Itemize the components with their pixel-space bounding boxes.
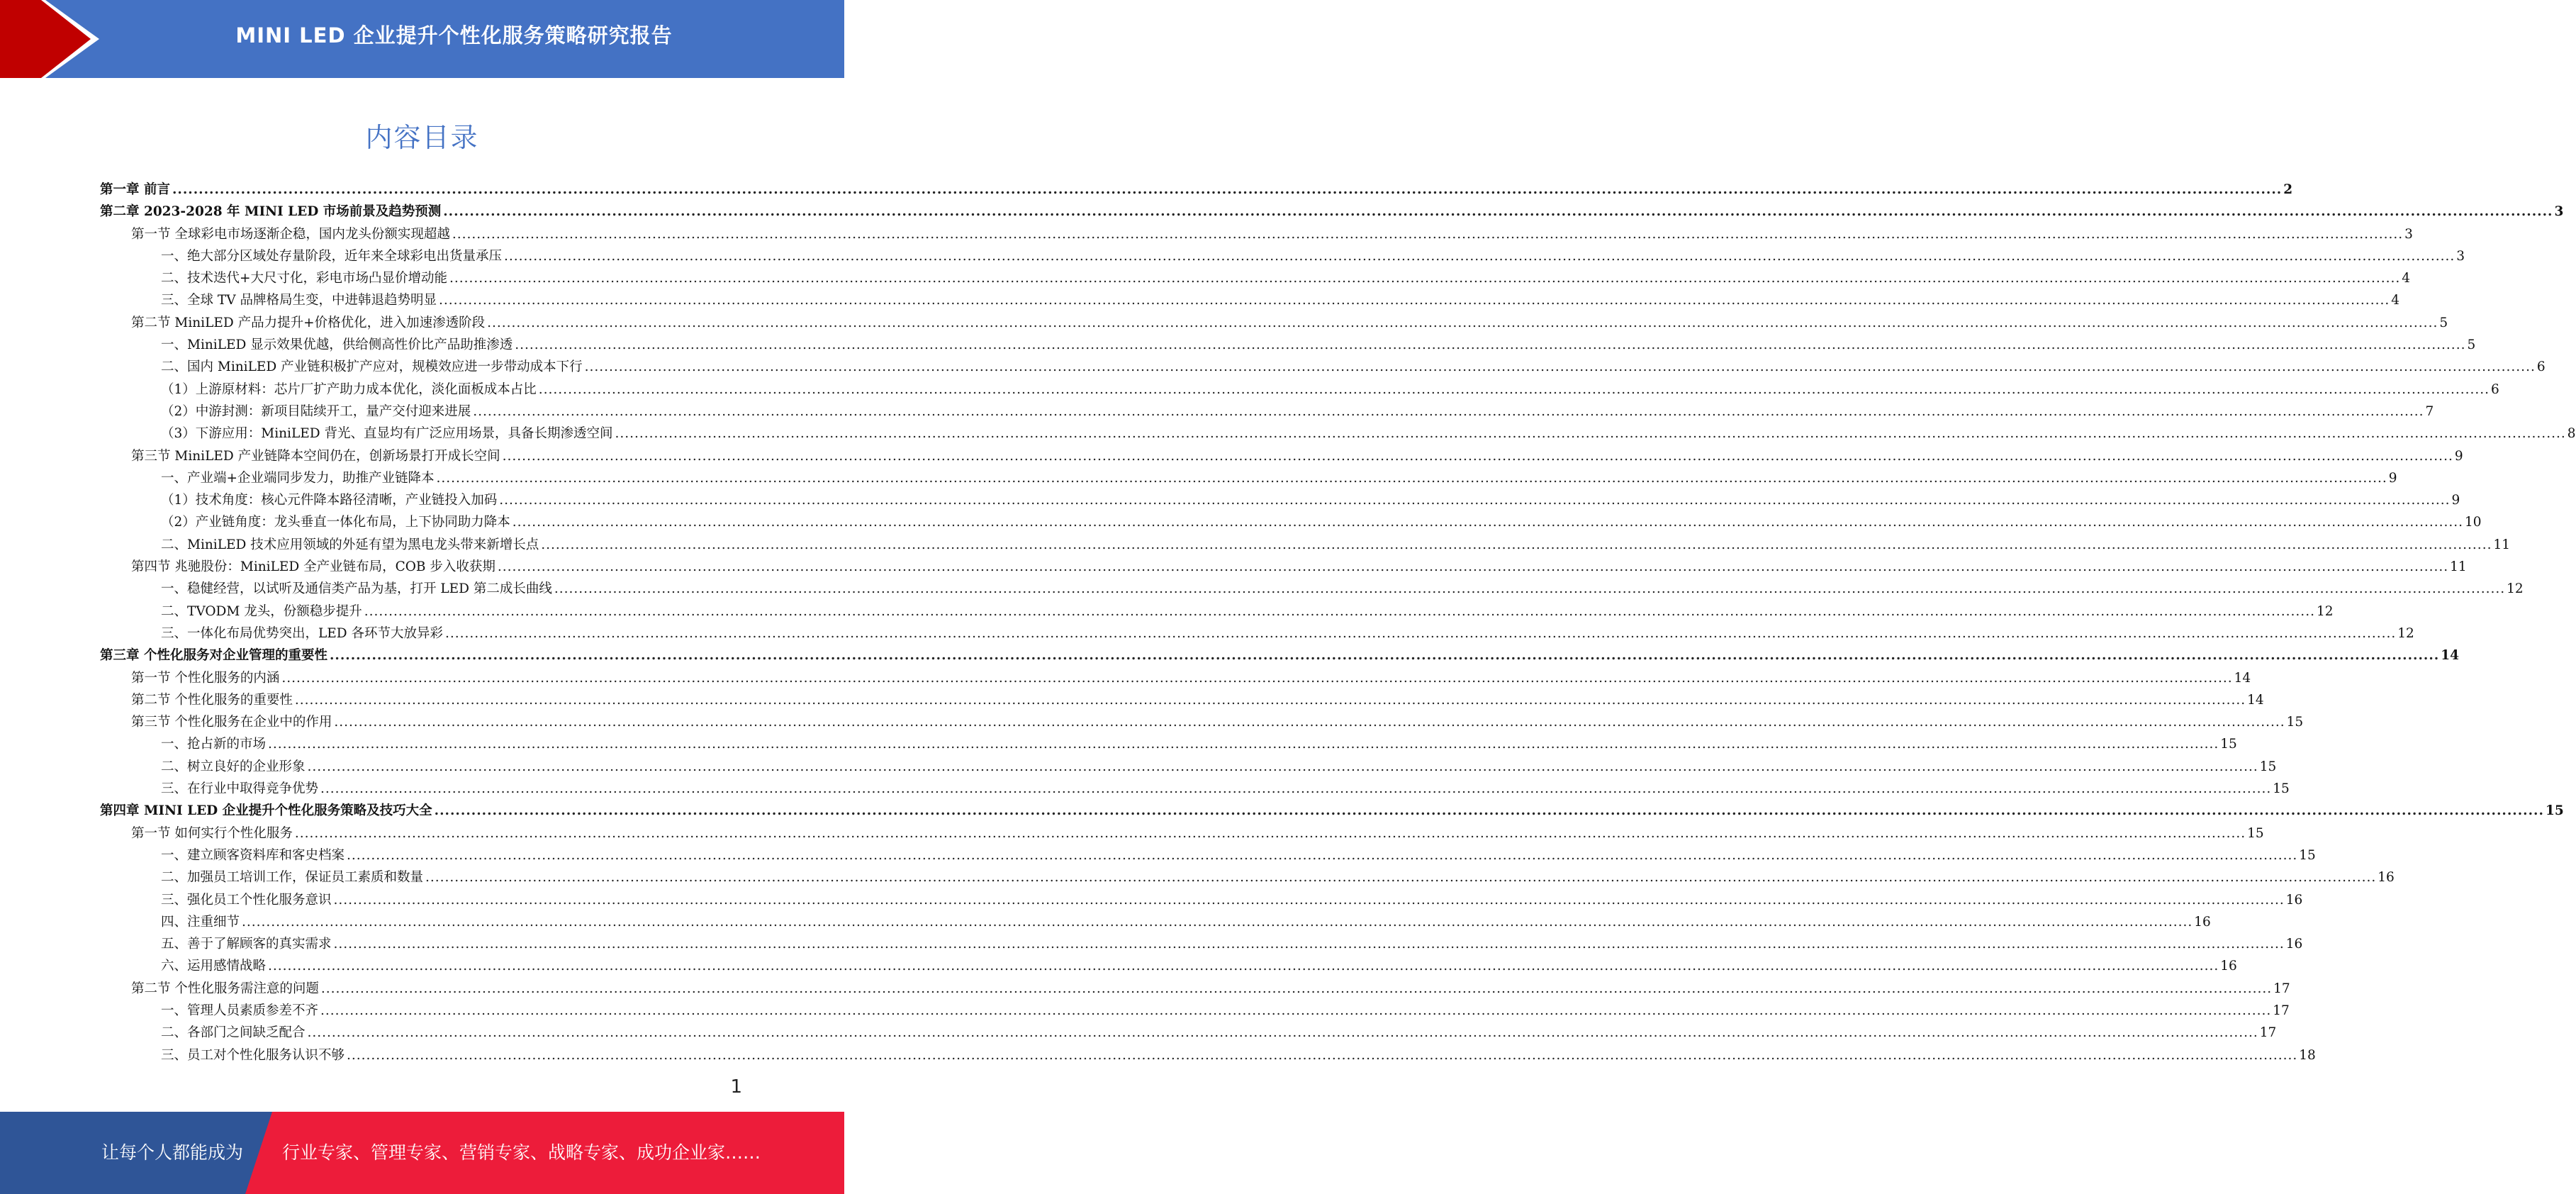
toc-entry[interactable] [100,757,2277,779]
toc-dot-leader: ................................................................................................................................................................................................................................................................................................................................................................................................................ [320,1003,2272,1018]
toc-entry[interactable] [100,845,2316,867]
toc-page-number: 6 [2536,359,2546,375]
toc-entry[interactable] [100,446,2463,468]
toc-dot-leader: ................................................................................................................................................................................................................................................................................................................................................................................................................ [515,337,2466,353]
toc-page-number: 17 [2273,981,2290,996]
toc-page-number: 15 [2220,737,2237,752]
toc-entry-title: 三、强化员工个性化服务意识 [161,892,332,908]
toc-entry-title: 第三章 个性化服务对企业管理的重要性 [100,648,327,664]
toc-entry-title: （2）产业链角度：龙头垂直一体化布局，上下协同助力降本 [161,515,510,530]
footer-banner [0,1112,844,1194]
toc-entry-title: 第一章 前言 [100,182,170,197]
toc-entry[interactable] [100,712,2304,734]
toc-entry-title: 一、绝大部分区域处存量阶段，近年来全球彩电出货量承压 [161,248,503,264]
toc-entry[interactable] [100,290,2399,312]
page-number: 1 [730,1076,742,1098]
toc-dot-leader: ................................................................................................................................................................................................................................................................................................................................................................................................................ [333,892,2285,908]
toc-dot-leader: ................................................................................................................................................................................................................................................................................................................................................................................................................ [320,781,2272,797]
toc-entry-title: 三、员工对个性化服务认识不够 [161,1047,345,1063]
toc-page-number: 15 [2247,825,2264,841]
toc-dot-leader: ................................................................................................................................................................................................................................................................................................................................................................................................................ [499,493,2451,508]
toc-entry[interactable] [100,645,2459,667]
toc-dot-leader: ................................................................................................................................................................................................................................................................................................................................................................................................................ [294,692,2246,708]
toc-entry[interactable] [100,268,2411,290]
toc-entry-title: 一、产业端+企业端同步发力，助推产业链降本 [161,470,435,486]
toc-entry[interactable] [100,379,2499,401]
toc-entry-title: 六、运用感情战略 [161,959,267,974]
toc-page-number: 7 [2425,403,2434,419]
toc-entry[interactable] [100,690,2264,712]
toc-entry-title: 二、技术迭代+大尺寸化，彩电市场凸显价增动能 [161,271,448,286]
toc-dot-leader: ................................................................................................................................................................................................................................................................................................................................................................................................................ [172,182,2283,197]
toc-entry[interactable] [100,224,2413,246]
toc-entry-title: 第二节 MiniLED 产品力提升+价格优化，进入加速渗透阶段 [131,315,486,330]
toc-entry[interactable] [100,557,2467,579]
toc-dot-leader: ................................................................................................................................................................................................................................................................................................................................................................................................................ [554,581,2506,597]
toc-entry-title: （3）下游应用：MiniLED 背光、直显均有广泛应用场景，具备长期渗透空间 [161,426,613,442]
toc-entry-title: 第三节 个性化服务在企业中的作用 [131,715,332,730]
toc-entry[interactable] [100,601,2334,623]
toc-dot-leader: ................................................................................................................................................................................................................................................................................................................................................................................................................ [347,1047,2298,1063]
toc-entry-title: 第四章 MINI LED 企业提升个性化服务策略及技巧大全 [100,803,432,819]
toc-entry-title: 第二章 2023-2028 年 MINI LED 市场前景及趋势预测 [100,204,442,220]
toc-entry[interactable] [100,1022,2277,1044]
toc-entry[interactable] [100,912,2211,934]
toc-page-number: 15 [2273,781,2290,797]
toc-dot-leader: ................................................................................................................................................................................................................................................................................................................................................................................................................ [320,981,2273,996]
toc-page-number: 16 [2220,959,2237,974]
toc-entry-title: 二、TVODM 龙头，份额稳步提升 [161,603,362,619]
toc-entry-title: （2）中游封测：新项目陆续开工，量产交付迎来进展 [161,403,471,419]
toc-entry-title: （1）技术角度：核心元件降本路径清晰，产业链投入加码 [161,493,498,508]
toc-entry[interactable] [100,423,2576,445]
toc-entry-title: 一、管理人员素质参差不齐 [161,1003,319,1018]
toc-entry[interactable] [100,468,2397,490]
toc-dot-leader: ................................................................................................................................................................................................................................................................................................................................................................................................................ [347,847,2298,863]
toc-dot-leader: ................................................................................................................................................................................................................................................................................................................................................................................................................ [268,959,2219,974]
toc-entry[interactable] [100,934,2303,956]
toc-entry[interactable] [100,313,2448,335]
toc-page-number: 12 [2316,603,2334,619]
toc-page-number: 4 [2391,293,2399,308]
toc-heading: 内容目录 [365,122,479,153]
toc-dot-leader: ................................................................................................................................................................................................................................................................................................................................................................................................................ [242,914,2193,930]
toc-entry-title: 一、抢占新的市场 [161,737,267,752]
toc-dot-leader: ................................................................................................................................................................................................................................................................................................................................................................................................................ [512,515,2464,530]
toc-page-number: 15 [2286,715,2304,730]
toc-entry-title: 一、稳健经营，以试听及通信类产品为基，打开 LED 第二成长曲线 [161,581,552,597]
toc-dot-leader: ................................................................................................................................................................................................................................................................................................................................................................................................................ [541,537,2492,552]
toc-page-number: 11 [2493,537,2510,552]
toc-page-number: 8 [2567,426,2576,442]
toc-page-number: 15 [2299,847,2316,863]
toc-dot-leader: ................................................................................................................................................................................................................................................................................................................................................................................................................ [333,937,2285,952]
toc-entry-title: 二、各部门之间缺乏配合 [161,1025,306,1041]
toc-page-number: 16 [2285,892,2303,908]
toc-entry[interactable] [100,779,2290,800]
toc-dot-leader: ................................................................................................................................................................................................................................................................................................................................................................................................................ [473,403,2424,419]
toc-entry[interactable] [100,579,2524,601]
toc-entry[interactable] [100,246,2465,268]
toc-page-number: 17 [2259,1025,2277,1041]
toc-dot-leader: ................................................................................................................................................................................................................................................................................................................................................................................................................ [502,448,2453,464]
toc-entry-title: 第四节 兆驰股份：MiniLED 全产业链布局，COB 步入收获期 [131,559,495,575]
toc-entry[interactable] [100,490,2460,512]
toc-page-number: 14 [2441,648,2459,664]
toc-entry-title: 第二节 个性化服务需注意的问题 [131,981,319,996]
toc-page-number: 15 [2259,759,2277,774]
toc-page-number: 14 [2247,692,2264,708]
toc-page-number: 12 [2397,625,2414,641]
toc-dot-leader: ................................................................................................................................................................................................................................................................................................................................................................................................................ [443,204,2553,220]
toc-dot-leader: ................................................................................................................................................................................................................................................................................................................................................................................................................ [538,381,2490,397]
toc-entry[interactable] [100,357,2546,379]
report-title: MINI LED 企业提升个性化服务策略研究报告 [235,23,673,48]
toc-entry[interactable] [100,401,2434,423]
toc-dot-leader: ................................................................................................................................................................................................................................................................................................................................................................................................................ [445,625,2397,641]
toc-dot-leader: ................................................................................................................................................................................................................................................................................................................................................................................................................ [294,825,2246,841]
toc-dot-leader: ................................................................................................................................................................................................................................................................................................................................................................................................................ [307,759,2258,774]
toc-dot-leader: ................................................................................................................................................................................................................................................................................................................................................................................................................ [615,426,2566,442]
toc-entry[interactable] [100,535,2510,557]
toc-entry-title: 二、加强员工培训工作，保证员工素质和数量 [161,870,424,886]
toc-entry[interactable] [100,890,2303,912]
toc-entry-title: （1）上游原材料：芯片厂扩产助力成本优化，淡化面板成本占比 [161,381,537,397]
toc-entry-title: 一、MiniLED 显示效果优越，供给侧高性价比产品助推渗透 [161,337,513,353]
toc-dot-leader: ................................................................................................................................................................................................................................................................................................................................................................................................................ [334,715,2285,730]
toc-entry[interactable] [100,800,2564,822]
toc-page-number: 5 [2439,315,2448,330]
toc-entry-title: 第一节 个性化服务的内涵 [131,670,280,686]
toc-page-number: 9 [2388,470,2397,486]
toc-page-number: 12 [2507,581,2524,597]
toc-entry-title: 三、在行业中取得竞争优势 [161,781,319,797]
table-of-contents [100,179,2576,1067]
toc-page-number: 3 [2554,204,2564,220]
toc-entry-title: 一、建立顾客资料库和客史档案 [161,847,345,863]
toc-entry-title: 三、全球 TV 品牌格局生变，中进韩退趋势明显 [161,293,437,308]
toc-dot-leader: ................................................................................................................................................................................................................................................................................................................................................................................................................ [487,315,2438,330]
toc-entry-title: 第一节 全球彩电市场逐渐企稳，国内龙头份额实现超越 [131,226,450,242]
toc-entry-title: 第二节 个性化服务的重要性 [131,692,293,708]
toc-entry-title: 二、国内 MiniLED 产业链积极扩产应对，规模效应进一步带动成本下行 [161,359,583,375]
toc-page-number: 10 [2465,515,2482,530]
header-arrow-decoration [0,0,113,78]
toc-entry-title: 四、注重细节 [161,914,240,930]
toc-entry[interactable] [100,1045,2316,1067]
toc-page-number: 9 [2451,493,2460,508]
toc-dot-leader: ................................................................................................................................................................................................................................................................................................................................................................................................................ [281,670,2233,686]
footer-slogan-right: 行业专家、管理专家、营销专家、战略专家、成功企业家…… [282,1142,761,1163]
toc-page-number: 6 [2491,381,2499,397]
toc-page-number: 15 [2545,803,2564,819]
toc-entry[interactable] [100,1000,2290,1022]
toc-entry-title: 第三节 MiniLED 产业链降本空间仍在，创新场景打开成长空间 [131,448,500,464]
toc-page-number: 16 [2285,937,2303,952]
toc-entry-title: 五、善于了解顾客的真实需求 [161,937,332,952]
toc-page-number: 18 [2299,1047,2316,1063]
toc-entry[interactable] [100,335,2476,357]
toc-page-number: 16 [2194,914,2211,930]
toc-dot-leader: ................................................................................................................................................................................................................................................................................................................................................................................................................ [497,559,2449,575]
toc-dot-leader: ................................................................................................................................................................................................................................................................................................................................................................................................................ [329,648,2440,664]
toc-dot-leader: ................................................................................................................................................................................................................................................................................................................................................................................................................ [434,803,2544,819]
toc-page-number: 9 [2454,448,2463,464]
toc-page-number: 11 [2450,559,2467,575]
toc-page-number: 2 [2283,182,2293,197]
toc-entry[interactable] [100,179,2293,201]
toc-entry[interactable] [100,512,2482,534]
header-bar [0,0,844,78]
toc-entry[interactable] [100,978,2290,1000]
toc-page-number: 5 [2467,337,2476,353]
toc-page-number: 16 [2378,870,2395,886]
toc-dot-leader: ................................................................................................................................................................................................................................................................................................................................................................................................................ [364,603,2315,619]
toc-dot-leader: ................................................................................................................................................................................................................................................................................................................................................................................................................ [449,271,2401,286]
toc-entry[interactable] [100,623,2414,645]
toc-dot-leader: ................................................................................................................................................................................................................................................................................................................................................................................................................ [425,870,2377,886]
toc-dot-leader: ................................................................................................................................................................................................................................................................................................................................................................................................................ [268,737,2219,752]
toc-entry[interactable] [100,734,2237,756]
toc-dot-leader: ................................................................................................................................................................................................................................................................................................................................................................................................................ [504,248,2455,264]
toc-entry-title: 第一节 如何实行个性化服务 [131,825,293,841]
toc-dot-leader: ................................................................................................................................................................................................................................................................................................................................................................................................................ [436,470,2387,486]
toc-entry[interactable] [100,823,2264,845]
toc-entry[interactable] [100,867,2395,889]
toc-page-number: 3 [2456,248,2465,264]
footer-slogan-left: 让每个人都能成为 [101,1142,244,1163]
toc-page-number: 14 [2234,670,2251,686]
toc-page-number: 17 [2273,1003,2290,1018]
toc-entry[interactable] [100,201,2564,223]
toc-entry-title: 二、MiniLED 技术应用领域的外延有望为黑电龙头带来新增长点 [161,537,539,552]
toc-page-number: 3 [2404,226,2413,242]
toc-entry[interactable] [100,668,2251,690]
toc-dot-leader: ................................................................................................................................................................................................................................................................................................................................................................................................................ [438,293,2390,308]
toc-entry-title: 二、树立良好的企业形象 [161,759,306,774]
toc-dot-leader: ................................................................................................................................................................................................................................................................................................................................................................................................................ [584,359,2536,375]
toc-entry-title: 三、一体化布局优势突出，LED 各环节大放异彩 [161,625,444,641]
toc-dot-leader: ................................................................................................................................................................................................................................................................................................................................................................................................................ [307,1025,2258,1041]
toc-dot-leader: ................................................................................................................................................................................................................................................................................................................................................................................................................ [452,226,2404,242]
toc-entry[interactable] [100,956,2237,978]
toc-page-number: 4 [2402,271,2411,286]
